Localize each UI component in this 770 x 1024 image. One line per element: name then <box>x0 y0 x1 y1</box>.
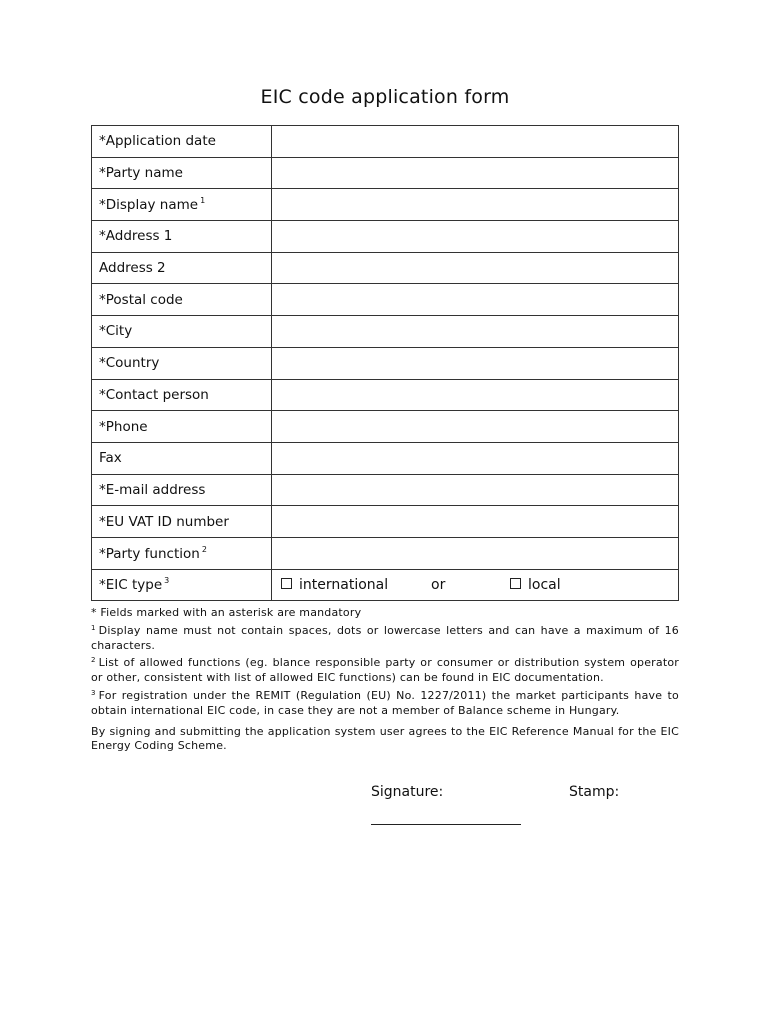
row-address-2 <box>92 252 679 284</box>
label-address-1: *Address 1 <box>92 221 272 253</box>
checkbox-international[interactable] <box>281 578 292 589</box>
label-phone: *Phone <box>92 411 272 443</box>
label-application-date: *Application date <box>92 126 272 158</box>
field-phone[interactable] <box>272 411 679 443</box>
field-postal-code[interactable] <box>272 284 679 316</box>
option-international-label: international <box>299 576 389 593</box>
field-contact-person[interactable] <box>272 379 679 411</box>
mandatory-note: * Fields marked with an asterisk are mandatory <box>91 606 362 619</box>
field-party-function[interactable] <box>272 537 679 569</box>
row-postal-code <box>92 284 679 316</box>
row-contact-person <box>92 379 679 411</box>
label-contact-person: *Contact person <box>92 379 272 411</box>
row-city <box>92 316 679 348</box>
label-country: *Country <box>92 347 272 379</box>
checkbox-local[interactable] <box>510 578 521 589</box>
field-address-2[interactable] <box>272 252 679 284</box>
footnote-ref-2: 2 <box>201 544 207 554</box>
or-text: or <box>431 576 446 593</box>
label-email-address: *E-mail address <box>92 474 272 506</box>
label-address-2: Address 2 <box>92 252 272 284</box>
label-party-function: *Party function $^2$ <box>92 537 272 569</box>
stamp-label: Stamp: <box>569 784 620 800</box>
label-postal-code: *Postal code <box>92 284 272 316</box>
field-country[interactable] <box>272 347 679 379</box>
footnotes <box>91 606 679 754</box>
application-form-table <box>91 125 679 601</box>
field-fax[interactable] <box>272 442 679 474</box>
option-international[interactable] <box>281 577 388 593</box>
footnote-2: $^2$ List of allowed functions (eg. blance responsible party or consumer or distribution system operator or other, consistent with list of allowed EIC functions) can be found in EIC documentation. <box>91 656 679 685</box>
row-party-function <box>92 537 679 569</box>
option-local[interactable] <box>510 577 561 593</box>
footnote-ref-1: 1 <box>200 196 206 206</box>
field-address-1[interactable] <box>272 221 679 253</box>
signature-line[interactable] <box>371 824 521 825</box>
row-phone <box>92 411 679 443</box>
label-party-name: *Party name <box>92 157 272 189</box>
label-display-name: *Display name $^1$ <box>92 189 272 221</box>
row-country <box>92 347 679 379</box>
row-display-name <box>92 189 679 221</box>
row-eu-vat-id <box>92 506 679 538</box>
option-local-label: local <box>528 576 561 593</box>
row-address-1 <box>92 221 679 253</box>
row-party-name <box>92 157 679 189</box>
label-city: *City <box>92 316 272 348</box>
row-email-address <box>92 474 679 506</box>
row-eic-type <box>92 569 679 601</box>
form-title: EIC code application form <box>260 86 510 108</box>
row-fax <box>92 442 679 474</box>
label-eu-vat-id: *EU VAT ID number <box>92 506 272 538</box>
field-eic-type <box>272 569 679 601</box>
signature-label: Signature: <box>371 784 444 800</box>
field-party-name[interactable] <box>272 157 679 189</box>
row-application-date <box>92 126 679 158</box>
field-eu-vat-id[interactable] <box>272 506 679 538</box>
label-fax: Fax <box>92 442 272 474</box>
footnote-3: $^3$ For registration under the REMIT (Regulation (EU) No. 1227/2011) the market participants have to obtain international EIC code, in case they are not a member of Balance scheme in Hungary. <box>91 688 679 717</box>
footnote-ref-3: 3 <box>164 576 170 586</box>
agreement-text: By signing and submitting the application system user agrees to the EIC Reference Manual for the EIC Energy Coding Scheme. <box>91 724 679 753</box>
field-display-name[interactable] <box>272 189 679 221</box>
footnote-1: $^1$ Display name must not contain spaces, dots or lowercase letters and can have a maximum of 16 characters. <box>91 623 679 652</box>
field-application-date[interactable] <box>272 126 679 158</box>
field-city[interactable] <box>272 316 679 348</box>
label-eic-type: *EIC type $^3$ <box>92 569 272 601</box>
field-email-address[interactable] <box>272 474 679 506</box>
